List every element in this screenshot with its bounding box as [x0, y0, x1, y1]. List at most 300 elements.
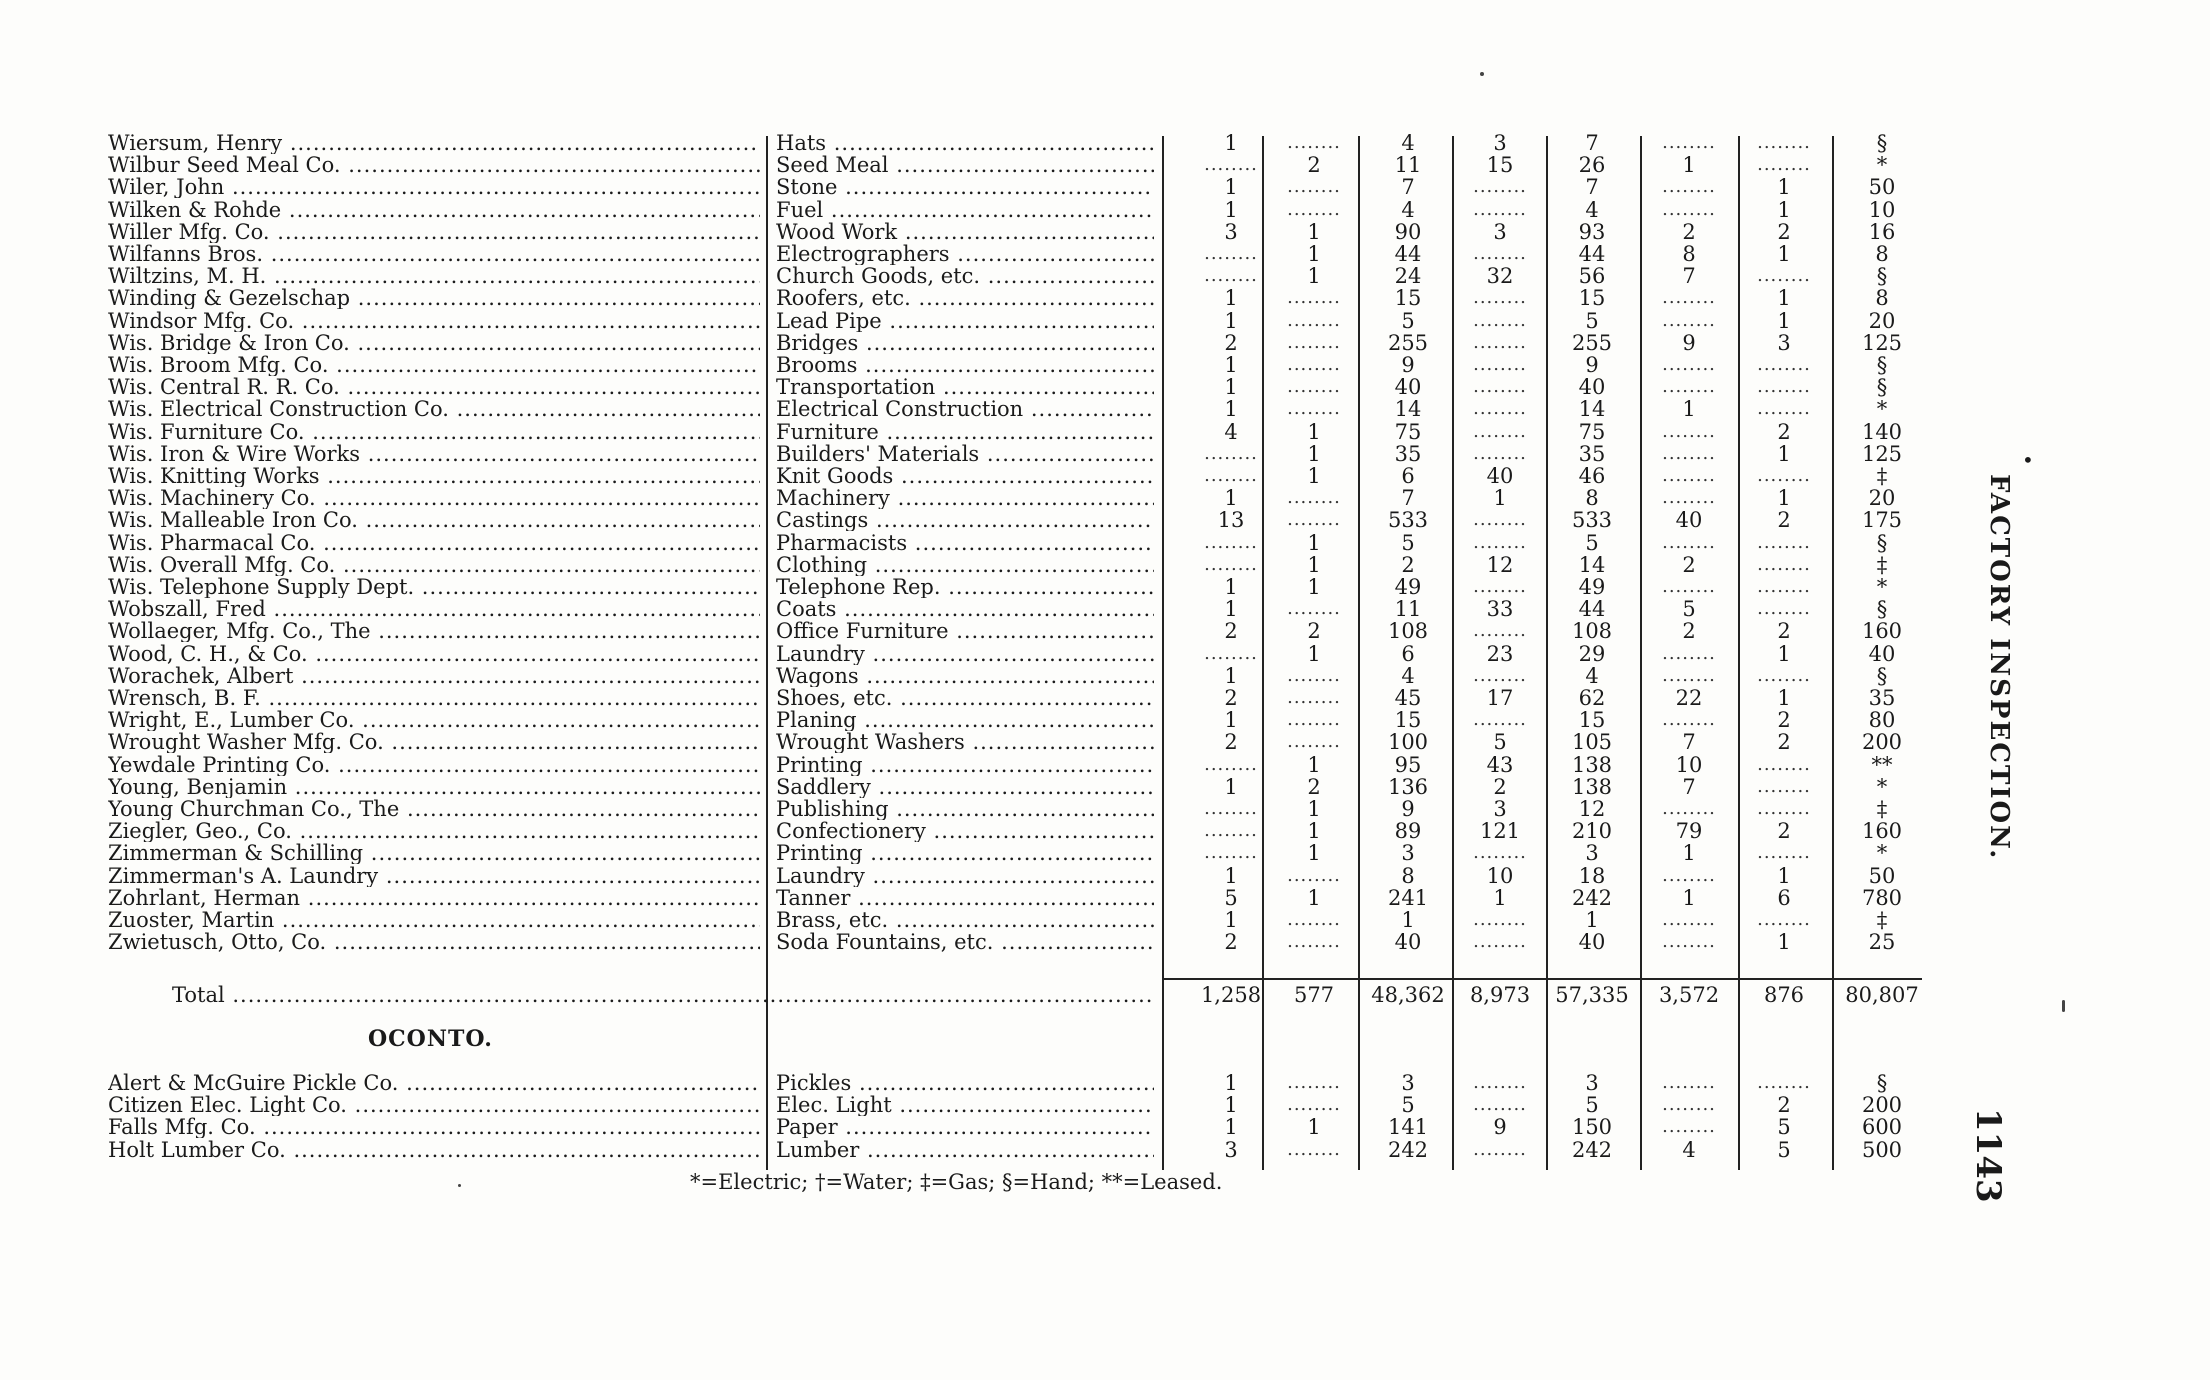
table-row [0, 754, 2210, 776]
table-row [0, 643, 2210, 665]
value-cell: 7 [1585, 132, 1599, 154]
value-cell: 4 [1401, 664, 1415, 687]
business-type: Transportation ..... [776, 376, 1154, 398]
value-cell: 50 [1868, 864, 1896, 887]
table-row [0, 776, 2210, 798]
value-cell: 175 [1861, 509, 1903, 532]
value-cell: 1 [1777, 176, 1791, 199]
empty-cell: ........ [1473, 442, 1527, 464]
empty-cell: ........ [1662, 1116, 1716, 1138]
value-cell: 1 [1585, 909, 1599, 931]
business-type: Printing ..... [776, 754, 1154, 776]
total-value: 57,335 [1555, 984, 1629, 1006]
table-row [0, 731, 2210, 753]
firm-name: Wright, E., Lumber Co. ..... [108, 709, 760, 731]
value-cell: 5 [1401, 309, 1415, 332]
total-row [0, 984, 2210, 1006]
value-cell: 210 [1571, 820, 1613, 843]
empty-cell: ........ [1287, 287, 1341, 309]
value-cell: 1 [1224, 287, 1238, 310]
value-cell: 150 [1571, 1116, 1613, 1139]
total-value: 48,362 [1371, 984, 1445, 1006]
firm-name: Zimmerman & Schilling ..... [108, 842, 760, 864]
value-cell: 9 [1401, 354, 1415, 376]
firm-name: Wilbur Seed Meal Co. ..... [108, 154, 760, 176]
empty-cell: ........ [1204, 465, 1258, 486]
empty-cell: ........ [1662, 487, 1716, 509]
value-cell: 255 [1571, 331, 1613, 354]
value-cell: 1 [1224, 376, 1238, 399]
value-cell: 35 [1868, 687, 1896, 709]
firm-name: Wis. Machinery Co. ..... [108, 487, 760, 509]
value-cell: 121 [1479, 820, 1521, 843]
value-cell: 5 [1777, 1138, 1791, 1161]
value-cell: 75 [1578, 420, 1606, 443]
empty-cell: ........ [1662, 132, 1716, 153]
empty-cell: ........ [1287, 309, 1341, 331]
table-row [0, 1072, 2210, 1094]
firm-name: Wilfanns Bros. ..... [108, 243, 760, 265]
empty-cell: ........ [1757, 664, 1811, 686]
value-cell: § [1876, 1072, 1888, 1094]
value-cell: 5 [1777, 1116, 1791, 1139]
empty-cell: ........ [1287, 354, 1341, 375]
value-cell: 45 [1394, 687, 1422, 709]
firm-name: Holt Lumber Co. ..... [108, 1139, 760, 1161]
empty-cell: ........ [1473, 243, 1527, 264]
empty-cell: ........ [1757, 376, 1811, 398]
empty-cell: ........ [1662, 1094, 1716, 1116]
empty-cell: ........ [1287, 598, 1341, 620]
table-row [0, 865, 2210, 887]
value-cell: * [1876, 154, 1888, 177]
value-cell: 1 [1307, 886, 1321, 909]
value-cell: 33 [1486, 598, 1514, 621]
empty-cell: ........ [1473, 509, 1527, 531]
empty-cell: ........ [1662, 1072, 1716, 1093]
total-value: 1,258 [1200, 984, 1262, 1006]
empty-cell: ........ [1757, 354, 1811, 375]
table-row [0, 576, 2210, 598]
value-cell: 1 [1224, 598, 1238, 621]
table-row [0, 620, 2210, 642]
firm-name: Yewdale Printing Co. ..... [108, 754, 760, 776]
value-cell: ‡ [1876, 909, 1888, 931]
value-cell: 1 [1777, 287, 1791, 310]
value-cell: 4 [1585, 664, 1599, 687]
value-cell: 138 [1571, 753, 1613, 776]
value-cell: 3 [1585, 842, 1599, 865]
value-cell: 35 [1394, 442, 1422, 465]
empty-cell: ........ [1287, 1072, 1341, 1093]
empty-cell: ........ [1287, 509, 1341, 531]
business-type: Knit Goods ..... [776, 465, 1154, 487]
firm-name: Wiltzins, M. H. ..... [108, 265, 760, 287]
value-cell: 40 [1486, 465, 1514, 487]
business-type: Laundry ..... [776, 865, 1154, 887]
value-cell: 1 [1224, 664, 1238, 687]
value-cell: ‡ [1876, 465, 1888, 487]
business-type: Printing ..... [776, 842, 1154, 864]
empty-cell: ........ [1473, 909, 1527, 930]
business-type: Castings ..... [776, 509, 1154, 531]
business-type: Pickles ..... [776, 1072, 1154, 1094]
firm-name: Wis. Broom Mfg. Co. ..... [108, 354, 760, 376]
value-cell: § [1876, 354, 1888, 376]
value-cell: 18 [1578, 864, 1606, 887]
value-cell: 1 [1224, 709, 1238, 732]
value-cell: 1 [1777, 243, 1791, 265]
value-cell: 43 [1486, 753, 1514, 776]
value-cell: 5 [1682, 598, 1696, 621]
value-cell: 1 [1307, 531, 1321, 554]
table-row [0, 554, 2210, 576]
empty-cell: ........ [1473, 620, 1527, 642]
value-cell: § [1876, 132, 1888, 154]
value-cell: 15 [1394, 287, 1422, 310]
empty-cell: ........ [1204, 442, 1258, 464]
footnote-legend: *=Electric; †=Water; ‡=Gas; §=Hand; **=Leased. [690, 1170, 1223, 1194]
value-cell: 1 [1224, 909, 1238, 931]
value-cell: 125 [1861, 442, 1903, 465]
total-value: 80,807 [1845, 984, 1919, 1006]
value-cell: 3 [1493, 220, 1507, 243]
value-cell: 10 [1675, 753, 1703, 776]
value-cell: 533 [1571, 509, 1613, 532]
value-cell: 2 [1493, 775, 1507, 798]
table-row [0, 1116, 2210, 1138]
value-cell: 2 [1777, 509, 1791, 532]
value-cell: 5 [1224, 886, 1238, 909]
business-type: Publishing ..... [776, 798, 1154, 820]
value-cell: 2 [1777, 820, 1791, 843]
empty-cell: ........ [1204, 265, 1258, 287]
table-row [0, 243, 2210, 265]
total-label: Total ..... [172, 984, 1152, 1006]
table-row [0, 887, 2210, 909]
empty-cell: ........ [1757, 398, 1811, 420]
table-row [0, 376, 2210, 398]
value-cell: 138 [1571, 775, 1613, 798]
value-cell: 780 [1861, 886, 1903, 909]
business-type: Paper ..... [776, 1116, 1154, 1138]
value-cell: 40 [1394, 931, 1422, 954]
value-cell: 44 [1578, 598, 1606, 621]
value-cell: 8 [1585, 487, 1599, 510]
value-cell: 1 [1307, 642, 1321, 665]
value-cell: * [1876, 576, 1888, 598]
empty-cell: ........ [1757, 132, 1811, 153]
value-cell: 9 [1682, 331, 1696, 354]
value-cell: 125 [1861, 331, 1903, 354]
firm-name: Citizen Elec. Light Co. ..... [108, 1094, 760, 1116]
value-cell: 1 [1307, 465, 1321, 487]
value-cell: 7 [1682, 731, 1696, 754]
empty-cell: ........ [1662, 420, 1716, 442]
value-cell: 8 [1401, 864, 1415, 887]
value-cell: 26 [1578, 154, 1606, 177]
value-cell: 1 [1224, 1094, 1238, 1117]
empty-cell: ........ [1473, 176, 1527, 198]
value-cell: 5 [1401, 1094, 1415, 1117]
firm-name: Zimmerman's A. Laundry ..... [108, 865, 760, 887]
empty-cell: ........ [1662, 309, 1716, 331]
business-type: Bridges ..... [776, 332, 1154, 354]
firm-name: Wis. Overall Mfg. Co. ..... [108, 554, 760, 576]
value-cell: 93 [1578, 220, 1606, 243]
value-cell: 242 [1387, 1138, 1429, 1161]
firm-name: Windsor Mfg. Co. ..... [108, 310, 760, 332]
value-cell: 3 [1401, 842, 1415, 865]
value-cell: 3 [1224, 1138, 1238, 1161]
value-cell: ‡ [1876, 553, 1888, 576]
value-cell: 4 [1401, 198, 1415, 221]
table-row [0, 931, 2210, 953]
value-cell: 35 [1578, 442, 1606, 465]
firm-name: Wis. Central R. R. Co. ..... [108, 376, 760, 398]
table-row [0, 665, 2210, 687]
table-row [0, 909, 2210, 931]
empty-cell: ........ [1757, 598, 1811, 620]
business-type: Saddlery ..... [776, 776, 1154, 798]
empty-cell: ........ [1662, 909, 1716, 930]
empty-cell: ........ [1662, 442, 1716, 464]
value-cell: 24 [1394, 265, 1422, 288]
value-cell: 2 [1307, 775, 1321, 798]
empty-cell: ........ [1473, 309, 1527, 331]
empty-cell: ........ [1287, 709, 1341, 731]
table-row [0, 221, 2210, 243]
empty-cell: ........ [1757, 842, 1811, 864]
table-row [0, 176, 2210, 198]
firm-name: Winding & Gezelschap ..... [108, 287, 760, 309]
empty-cell: ........ [1204, 531, 1258, 553]
empty-cell: ........ [1287, 731, 1341, 753]
value-cell: 11 [1394, 154, 1422, 177]
business-type: Machinery ..... [776, 487, 1154, 509]
firm-name: Young Churchman Co., The ..... [108, 798, 760, 820]
value-cell: 1 [1224, 354, 1238, 376]
empty-cell: ........ [1662, 198, 1716, 220]
business-type: Confectionery ..... [776, 820, 1154, 842]
empty-cell: ........ [1473, 287, 1527, 309]
value-cell: 2 [1777, 709, 1791, 732]
empty-cell: ........ [1204, 842, 1258, 864]
value-cell: 500 [1861, 1138, 1903, 1161]
value-cell: 56 [1578, 265, 1606, 288]
business-type: Wagons ..... [776, 665, 1154, 687]
value-cell: 1 [1224, 198, 1238, 221]
running-title: FACTORY INSPECTION. [1984, 474, 2014, 861]
value-cell: 75 [1394, 420, 1422, 443]
business-type: Fuel ..... [776, 199, 1154, 221]
table-row [0, 687, 2210, 709]
total-value: 876 [1763, 984, 1805, 1006]
table-row [0, 265, 2210, 287]
empty-cell: ........ [1287, 931, 1341, 953]
business-type: Wrought Washers ..... [776, 731, 1154, 753]
value-cell: 1 [1682, 842, 1696, 865]
firm-name: Wis. Electrical Construction Co. ..... [108, 398, 760, 420]
value-cell: 1 [1307, 243, 1321, 265]
business-type: Roofers, etc. ..... [776, 287, 1154, 309]
value-cell: 3 [1585, 1072, 1599, 1094]
empty-cell: ........ [1287, 198, 1341, 220]
value-cell: 140 [1861, 420, 1903, 443]
value-cell: 7 [1585, 176, 1599, 199]
value-cell: 9 [1493, 1116, 1507, 1139]
value-cell: 20 [1868, 309, 1896, 332]
value-cell: 23 [1486, 642, 1514, 665]
table-row [0, 332, 2210, 354]
table-row [0, 487, 2210, 509]
value-cell: 17 [1486, 687, 1514, 709]
value-cell: 241 [1387, 886, 1429, 909]
scan-speck [1480, 72, 1484, 76]
value-cell: 11 [1394, 598, 1422, 621]
header-bullet: • [2022, 448, 2034, 472]
empty-cell: ........ [1473, 376, 1527, 398]
value-cell: 2 [1777, 731, 1791, 754]
table-row [0, 398, 2210, 420]
empty-cell: ........ [1204, 642, 1258, 664]
value-cell: 9 [1585, 354, 1599, 376]
value-cell: 2 [1777, 1094, 1791, 1117]
value-cell: 10 [1486, 864, 1514, 887]
value-cell: 14 [1578, 398, 1606, 421]
table-row [0, 598, 2210, 620]
firm-name: Ziegler, Geo., Co. ..... [108, 820, 760, 842]
firm-name: Zwietusch, Otto, Co. ..... [108, 931, 760, 953]
value-cell: 7 [1682, 265, 1696, 288]
value-cell: 40 [1578, 376, 1606, 399]
business-type: Clothing ..... [776, 554, 1154, 576]
value-cell: 1 [1777, 198, 1791, 221]
scan-speck [458, 1184, 461, 1187]
table-row [0, 1094, 2210, 1116]
value-cell: 1 [1777, 309, 1791, 332]
total-value: 3,572 [1658, 984, 1720, 1006]
table-row [0, 287, 2210, 309]
table-row [0, 509, 2210, 531]
value-cell: 2 [1224, 620, 1238, 643]
empty-cell: ........ [1204, 154, 1258, 176]
empty-cell: ........ [1757, 798, 1811, 819]
value-cell: 2 [1682, 553, 1696, 576]
business-type: Wood Work ..... [776, 221, 1154, 243]
empty-cell: ........ [1287, 376, 1341, 398]
value-cell: ‡ [1876, 798, 1888, 820]
firm-name: Wiler, John ..... [108, 176, 760, 198]
value-cell: 1 [1307, 753, 1321, 776]
business-type: Soda Fountains, etc. ..... [776, 931, 1154, 953]
empty-cell: ........ [1662, 709, 1716, 731]
value-cell: 1 [1307, 820, 1321, 843]
table-row [0, 421, 2210, 443]
value-cell: 1 [1307, 798, 1321, 820]
value-cell: 141 [1387, 1116, 1429, 1139]
value-cell: 5 [1401, 531, 1415, 554]
page-number: 1143 [1968, 1108, 2008, 1203]
firm-name: Wis. Iron & Wire Works ..... [108, 443, 760, 465]
firm-name: Wrensch, B. F. ..... [108, 687, 760, 709]
value-cell: 4 [1585, 198, 1599, 221]
firm-name: Willer Mfg. Co. ..... [108, 221, 760, 243]
empty-cell: ........ [1662, 176, 1716, 198]
value-cell: 40 [1868, 642, 1896, 665]
empty-cell: ........ [1287, 664, 1341, 686]
empty-cell: ........ [1473, 354, 1527, 375]
value-cell: 2 [1777, 420, 1791, 443]
value-cell: 1 [1224, 775, 1238, 798]
value-cell: 1 [1777, 487, 1791, 510]
firm-name: Wilken & Rohde ..... [108, 199, 760, 221]
value-cell: 44 [1578, 243, 1606, 265]
firm-name: Wiersum, Henry ..... [108, 132, 760, 154]
value-cell: 2 [1777, 620, 1791, 643]
table-row [0, 310, 2210, 332]
empty-cell: ........ [1662, 354, 1716, 375]
business-type: Laundry ..... [776, 643, 1154, 665]
value-cell: 15 [1486, 154, 1514, 177]
value-cell: 2 [1401, 553, 1415, 576]
empty-cell: ........ [1757, 775, 1811, 797]
value-cell: 2 [1224, 731, 1238, 754]
value-cell: 160 [1861, 620, 1903, 643]
value-cell: 105 [1571, 731, 1613, 754]
value-cell: 1 [1493, 886, 1507, 909]
value-cell: 13 [1217, 509, 1245, 532]
empty-cell: ........ [1473, 842, 1527, 864]
value-cell: 255 [1387, 331, 1429, 354]
value-cell: 2 [1682, 620, 1696, 643]
empty-cell: ........ [1287, 864, 1341, 886]
table-row [0, 820, 2210, 842]
value-cell: 12 [1578, 798, 1606, 820]
value-cell: 2 [1224, 931, 1238, 954]
value-cell: * [1876, 775, 1888, 798]
empty-cell: ........ [1757, 1072, 1811, 1093]
value-cell: 15 [1578, 287, 1606, 310]
table-row [0, 154, 2210, 176]
value-cell: 62 [1578, 687, 1606, 709]
table-row [0, 1139, 2210, 1161]
value-cell: 2 [1224, 687, 1238, 709]
value-cell: 1 [1224, 398, 1238, 421]
value-cell: § [1876, 598, 1888, 621]
table-row [0, 199, 2210, 221]
value-cell: 12 [1486, 553, 1514, 576]
empty-cell: ........ [1204, 243, 1258, 264]
firm-name: Zuoster, Martin ..... [108, 909, 760, 931]
scan-speck [2062, 1000, 2065, 1012]
total-value: 8,973 [1469, 984, 1531, 1006]
value-cell: 3 [1401, 1072, 1415, 1094]
value-cell: 6 [1777, 886, 1791, 909]
value-cell: 14 [1578, 553, 1606, 576]
value-cell: 3 [1493, 798, 1507, 820]
value-cell: 44 [1394, 243, 1422, 265]
empty-cell: ........ [1287, 1138, 1341, 1160]
value-cell: 4 [1682, 1138, 1696, 1161]
empty-cell: ........ [1473, 576, 1527, 597]
value-cell: * [1876, 398, 1888, 421]
empty-cell: ........ [1473, 198, 1527, 220]
firm-name: Young, Benjamin ..... [108, 776, 760, 798]
firm-name: Wis. Pharmacal Co. ..... [108, 532, 760, 554]
business-type: Coats ..... [776, 598, 1154, 620]
table-row [0, 532, 2210, 554]
